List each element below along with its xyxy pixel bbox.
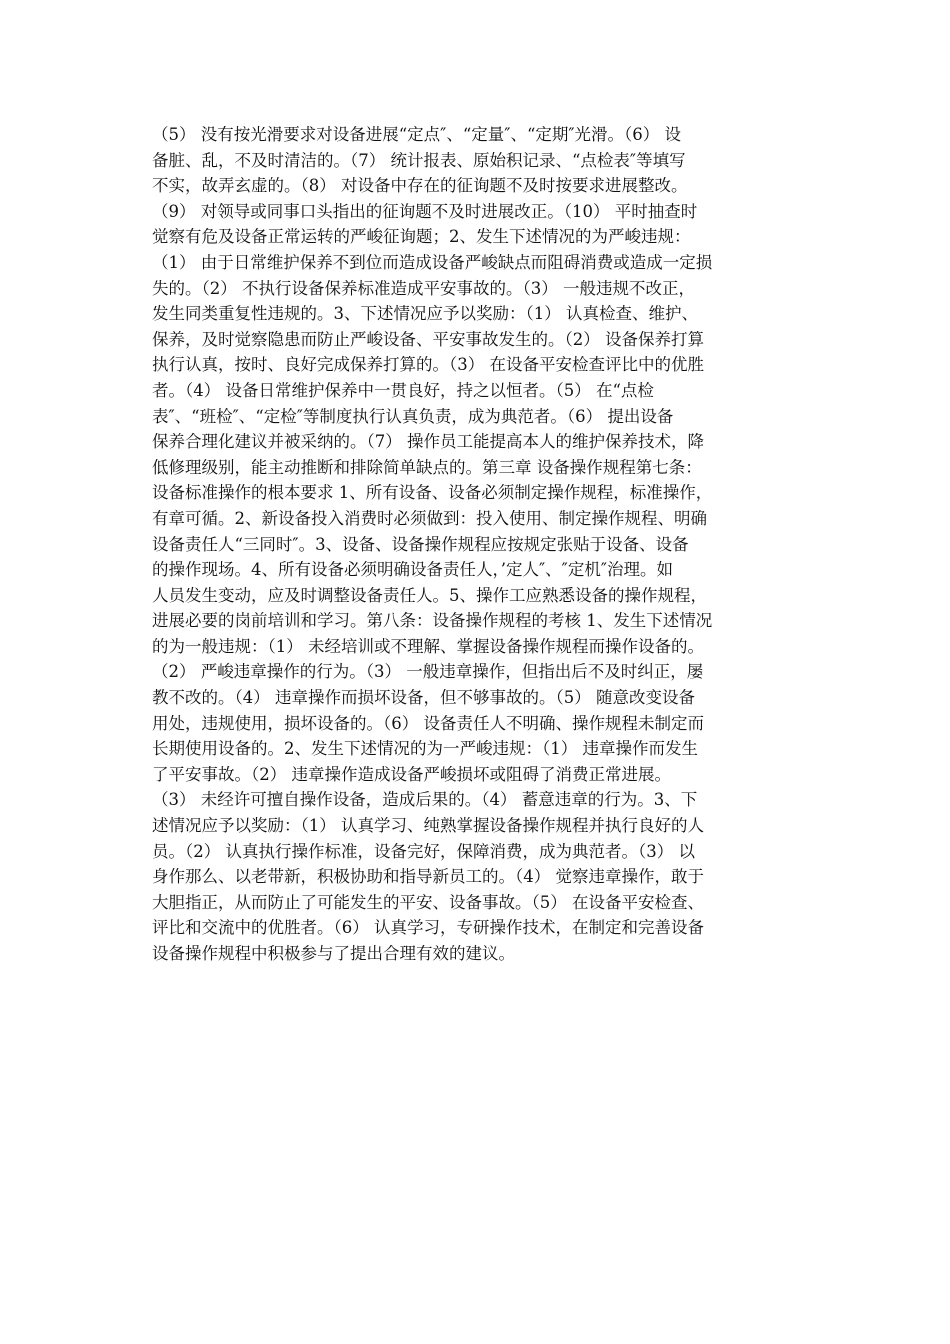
text-line: （3） 未经许可擅自操作设备，造成后果的。（4） 蓄意违章的行为。3、下 bbox=[152, 790, 698, 810]
text-line: 备脏、乱，不及时清洁的。（7） 统计报表、原始积记录、“点检表″等填写 bbox=[152, 150, 686, 170]
text-line: 的操作现场。4、所有设备必须明确设备责任人，’定人″、″定机″治理。如 bbox=[152, 560, 673, 580]
text-line: （1） 由于日常维护保养不到位而造成设备严峻缺点而阻碍消费或造成一定损 bbox=[152, 252, 713, 272]
text-line: （9） 对领导或同事口头指出的征询题不及时进展改正。（10） 平时抽查时 bbox=[152, 201, 698, 221]
body-text bbox=[152, 122, 802, 967]
text-line: 发生同类重复性违规的。3、下述情况应予以奖励：（1） 认真检查、维护、 bbox=[152, 304, 698, 324]
text-line: 保养，及时觉察隐患而防止严峻设备、平安事故发生的。（2） 设备保养打算 bbox=[152, 329, 704, 349]
text-line: 低修理级别，能主动推断和排除简单缺点的。第三章 设备操作规程第七条： bbox=[152, 457, 702, 477]
text-line: 设备标准操作的根本要求 1、所有设备、设备必须制定操作规程，标准操作， bbox=[152, 483, 713, 503]
text-line: 设备责任人“三同时″。3、设备、设备操作规程应按规定张贴于设备、设备 bbox=[152, 534, 689, 554]
text-line: （2） 严峻违章操作的行为。（3） 一般违章操作，但指出后不及时纠正，屡 bbox=[152, 662, 704, 682]
text-line: 表″、“班检″、“定检″等制度执行认真负责，成为典范者。（6） 提出设备 bbox=[152, 406, 674, 426]
text-line: （5） 没有按光滑要求对设备进展“定点″、“定量″、“定期″光滑。（6） 设 bbox=[152, 125, 682, 144]
text-line: 身作那么、以老带新，积极协助和指导新员工的。（4） 觉察违章操作，敢于 bbox=[152, 867, 704, 887]
text-line: 保养合理化建议并被采纳的。（7） 操作员工能提高本人的维护保养技术，降 bbox=[152, 432, 704, 452]
text-line: 教不改的。（4） 违章操作而损坏设备，但不够事故的。（5） 随意改变设备 bbox=[152, 688, 695, 708]
text-line: 了平安事故。（2） 违章操作造成设备严峻损坏或阻碍了消费正常进展。 bbox=[152, 764, 671, 784]
text-line: 述情况应予以奖励：（1） 认真学习、纯熟掌握设备操作规程并执行良好的人 bbox=[152, 816, 704, 836]
text-line: 不实，故弄玄虚的。（8） 对设备中存在的征询题不及时按要求进展整改。 bbox=[152, 176, 688, 196]
text-line: 人员发生变动，应及时调整设备责任人。5、操作工应熟悉设备的操作规程， bbox=[152, 585, 707, 605]
text-line: 设备操作规程中积极参与了提出合理有效的建议。 bbox=[152, 944, 515, 963]
text-line: 者。（4） 设备日常维护保养中一贯良好，持之以恒者。（5） 在“点检 bbox=[152, 380, 654, 400]
text-line: 有章可循。2、新设备投入消费时必须做到：投入使用、制定操作规程、明确 bbox=[152, 508, 707, 528]
text-line: 的为一般违规：（1） 未经培训或不理解、掌握设备操作规程而操作设备的。 bbox=[152, 636, 704, 656]
text-line: 大胆指正，从而防止了可能发生的平安、设备事故。（5） 在设备平安检查、 bbox=[152, 892, 704, 912]
text-line: 执行认真，按时、良好完成保养打算的。（3） 在设备平安检查评比中的优胜 bbox=[152, 355, 704, 375]
text-line: 觉察有危及设备正常运转的严峻征询题；2、发生下述情况的为严峻违规： bbox=[152, 227, 691, 247]
text-line: 用处，违规使用，损坏设备的。（6） 设备责任人不明确、操作规程未制定而 bbox=[152, 713, 704, 733]
text-line: 失的。（2） 不执行设备保养标准造成平安事故的。（3） 一般违规不改正， bbox=[152, 278, 695, 298]
text-line: 进展必要的岗前培训和学习。第八条：设备操作规程的考核 1、发生下述情况 bbox=[152, 611, 713, 631]
text-line: 长期使用设备的。2、发生下述情况的为一严峻违规：（1） 违章操作而发生 bbox=[152, 739, 698, 759]
text-line: 员。（2） 认真执行操作标准，设备完好，保障消费，成为典范者。（3） 以 bbox=[152, 841, 695, 861]
text-line: 评比和交流中的优胜者。（6） 认真学习，专研操作技术，在制定和完善设备 bbox=[152, 918, 704, 938]
